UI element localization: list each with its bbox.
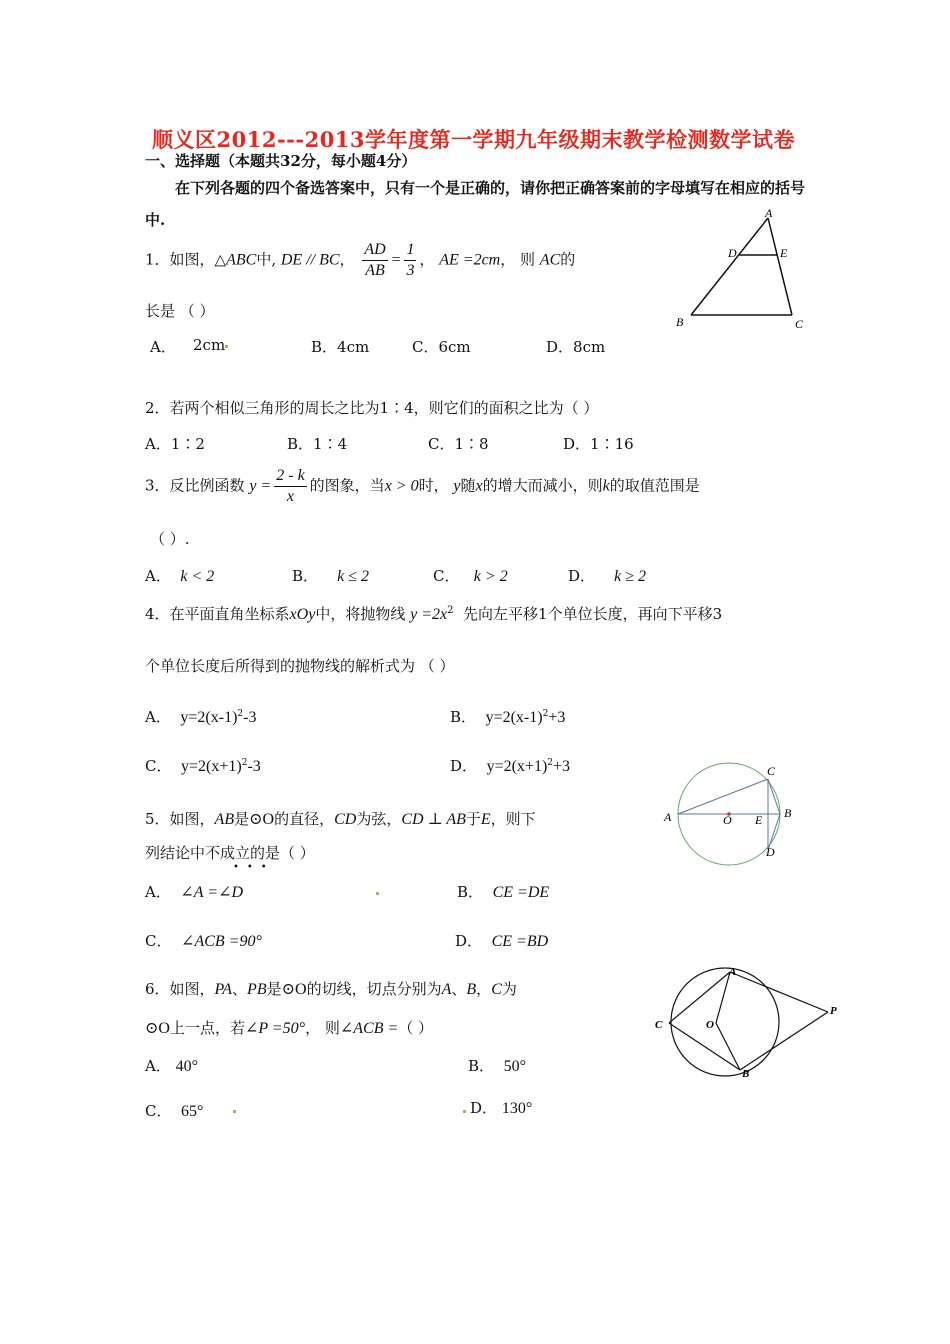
fig1-label-e: E <box>780 246 788 260</box>
tangent-circle-figure <box>650 962 845 1082</box>
q5-option-a: A． ∠A =∠D <box>145 883 244 901</box>
fig5-label-d: D <box>766 845 775 859</box>
triangle-figure <box>672 205 812 335</box>
instruction-text: 在下列各题的四个备选答案中，只有一个是正确的，请你把正确答案前的字母填写在相应的括号中. <box>145 179 806 229</box>
q1-option-b: B．4cm <box>311 338 370 356</box>
question-5-stem: 5．如图，AB是⊙O的直径，CD为弦，CD ⊥ AB于E，则下 <box>145 810 536 828</box>
question-5-line2: 列结论中不成立的是（ ） <box>145 844 315 862</box>
question-6-stem: 6．如图，PA、PB是⊙O的切线，切点分别为A、B，C为 <box>145 980 517 998</box>
fig1-label-c: C <box>795 317 804 331</box>
one-third-fraction: $\frac{1}{3}$ <box>406 241 415 279</box>
q5-option-d: D． CE =BD <box>455 932 549 950</box>
question-1-stem: 1．如图，△ABC中, DE // BC， $\frac{AD}{AB}$ = $\frac{1}{3}$ ， AE =2cm， 则 AC的 <box>145 241 576 279</box>
exam-title: 顺义区2012---2013学年度第一学期九年级期末教学检测数学试卷 <box>152 127 796 152</box>
q4-option-b: B． $y=2(x-1)^2+3$ <box>450 708 566 726</box>
q1-option-a: 2cm <box>193 336 228 354</box>
ratio-fraction: $\frac{AD}{AB}$ <box>364 241 386 279</box>
inverse-fraction: $\frac{2 - k}{x}$ <box>276 467 305 505</box>
q4-option-c: C． $y=2(x+1)^2-3$ <box>145 757 261 775</box>
section-heading: 一、选择题（本题共32分，每小题4分） <box>145 152 417 170</box>
fig6-label-c: C <box>655 1019 663 1031</box>
q2-option-d: D．1∶16 <box>563 435 634 453</box>
fig6-label-o: O <box>706 1019 714 1031</box>
q3-option-d: D． k ≥ 2 <box>568 567 646 585</box>
q4-option-a: A． $y=2(x-1)^2-3$ <box>145 708 257 726</box>
q5-option-c: C． ∠ACB =90° <box>145 932 262 950</box>
q3-option-a: A． k < 2 <box>145 567 215 585</box>
q2-option-b: B．1∶4 <box>287 435 348 453</box>
question-3-stem: 3．反比例函数 y = $\frac{2 - k}{x}$ 的图象，当x > 0时， y随x的增大而减小，则k的取值范围是 <box>145 467 700 505</box>
fig6-label-a: A <box>729 966 737 978</box>
fig6-label-p: P <box>830 1005 837 1017</box>
q6-option-b: B． 50° <box>468 1057 526 1075</box>
q6-option-c: C． 65° <box>145 1102 204 1120</box>
question-4-line2: 个单位长度后所得到的抛物线的解析式为 （ ） <box>145 657 455 675</box>
q6-option-d: D． 130° <box>470 1099 533 1117</box>
q1-option-a-label: A． <box>150 338 176 356</box>
question-1-line2: 长是 （ ） <box>145 302 215 320</box>
fig1-label-d: D <box>728 246 737 260</box>
fig5-label-a: A <box>664 810 672 824</box>
stray-dot <box>376 892 379 895</box>
fig5-label-c: C <box>767 764 776 778</box>
stray-dot-3 <box>463 1110 466 1113</box>
q2-option-a: A．1∶2 <box>145 435 205 453</box>
q3-option-c: C． k > 2 <box>433 567 508 585</box>
q1-option-d: D．8cm <box>546 338 606 356</box>
q2-option-c: C．1∶8 <box>428 435 489 453</box>
fig5-label-e: E <box>755 813 763 827</box>
question-6-line2: ⊙O上一点，若∠P =50°， 则∠ACB =（ ） <box>145 1019 434 1037</box>
q6-option-a: A． 40° <box>145 1057 199 1075</box>
fig1-label-a: A <box>765 206 773 220</box>
q4-option-d: D． $y=2(x+1)^2+3$ <box>450 757 571 775</box>
fig1-label-b: B <box>676 315 684 329</box>
stray-dot-2 <box>233 1110 236 1113</box>
q3-option-b: B． k ≤ 2 <box>292 567 369 585</box>
question-4-stem: 4．在平面直角坐标系xOy中，将抛物线 $y =2x^2$ 先向左平移1个单位长度，再向下平移3 <box>145 605 723 623</box>
question-2-stem: 2．若两个相似三角形的周长之比为1∶4，则它们的面积之比为（ ） <box>145 399 599 417</box>
fig6-label-b: B <box>742 1068 750 1080</box>
emphasis-dots: ••• <box>233 862 275 873</box>
question-3-line2: （ ）. <box>150 530 190 548</box>
circle-chord-figure <box>660 760 800 870</box>
fig5-label-o: O <box>723 813 732 827</box>
q1-option-c: C．6cm <box>412 338 471 356</box>
q5-option-b: B． CE =DE <box>457 883 550 901</box>
fig5-label-b: B <box>784 806 792 820</box>
